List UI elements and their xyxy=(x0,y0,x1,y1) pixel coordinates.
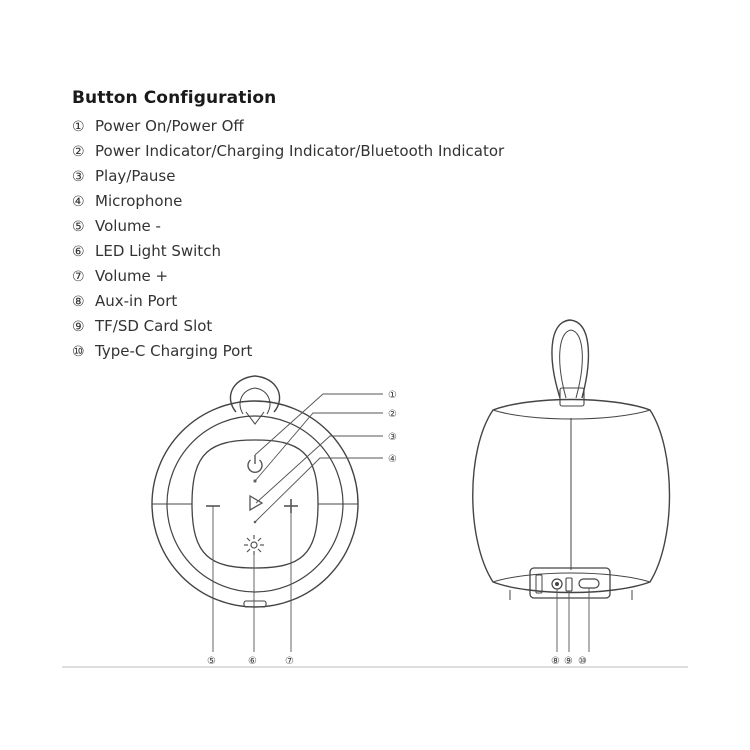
callout-2: ② xyxy=(388,409,397,420)
item-number: ⑦ xyxy=(72,269,85,285)
side-view xyxy=(473,320,670,600)
item-number: ③ xyxy=(72,169,85,185)
callout-6: ⑥ xyxy=(248,656,257,667)
type-c-charging-port xyxy=(579,579,599,588)
tf-sd-card-slot xyxy=(566,578,572,591)
item-label: Type-C Charging Port xyxy=(95,342,253,360)
callout-8: ⑧ xyxy=(551,656,560,667)
item-number: ⑤ xyxy=(72,219,85,235)
led-light-icon xyxy=(244,535,264,555)
item-number: ⑨ xyxy=(72,319,85,335)
side-strap xyxy=(552,320,588,398)
item-label: LED Light Switch xyxy=(95,242,221,260)
strap-clip xyxy=(246,412,264,424)
item-label: Volume - xyxy=(95,217,161,235)
item-number: ⑧ xyxy=(72,294,85,310)
top-view xyxy=(152,376,358,607)
callout-10: ⑩ xyxy=(578,656,587,667)
callout-1: ① xyxy=(388,390,397,401)
item-number: ② xyxy=(72,144,85,160)
callout-3: ③ xyxy=(388,432,397,443)
item-label: TF/SD Card Slot xyxy=(95,317,213,335)
item-number: ④ xyxy=(72,194,85,210)
callout-4: ④ xyxy=(388,454,397,465)
side-body-top-band xyxy=(493,410,650,419)
item-label: Microphone xyxy=(95,192,183,210)
power-icon xyxy=(248,455,262,472)
aux-in-port-center xyxy=(555,582,559,586)
callout-7: ⑦ xyxy=(285,656,294,667)
speaker-inner-ring xyxy=(167,416,343,592)
item-number: ⑥ xyxy=(72,244,85,260)
item-label: Power Indicator/Charging Indicator/Bluetooth Indicator xyxy=(95,142,505,160)
item-label: Play/Pause xyxy=(95,167,176,185)
callout-5: ⑤ xyxy=(207,656,216,667)
item-label: Volume + xyxy=(95,267,169,285)
volume-plus-icon xyxy=(284,499,298,513)
callout-9: ⑨ xyxy=(564,656,573,667)
strap-loop xyxy=(230,376,279,412)
item-number: ⑩ xyxy=(72,344,85,360)
item-number: ① xyxy=(72,119,85,135)
item-label: Aux-in Port xyxy=(95,292,178,310)
leader-lines-top xyxy=(213,394,383,652)
page-title: Button Configuration xyxy=(72,88,277,108)
panel-hinge xyxy=(536,575,542,593)
item-label: Power On/Power Off xyxy=(95,117,244,135)
